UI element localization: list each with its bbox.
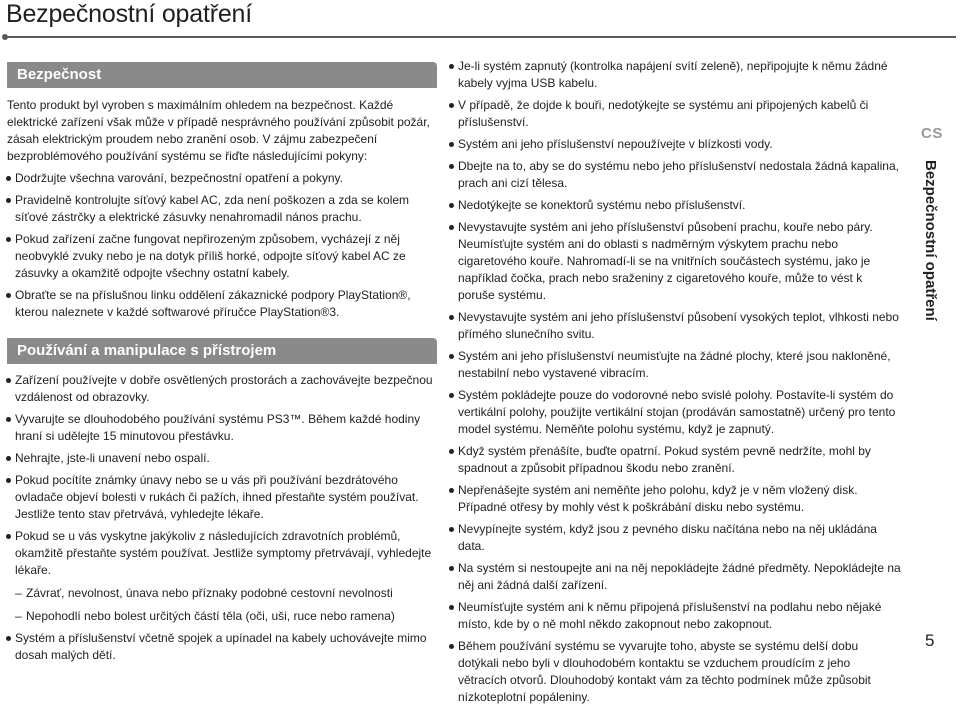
list-item: Nevystavujte systém ani jeho příslušenství působení prachu, kouře nebo páry. Neumísťujte systém ani do oblasti s nadměrným výskytem prachu nebo cigaretového kouře. Nahromadí-li se na vnitřních součástech systému, jako je například čočka, prach nebo sraženiny z cigaretového kouře, může to vést k poruše systému. (450, 219, 902, 304)
list-item: Nehrajte, jste-li unavení nebo ospalí. (7, 450, 437, 467)
dash-item: – Nepohodlí nebo bolest určitých částí těla (oči, uši, ruce nebo ramena) (7, 608, 437, 625)
list-item: Systém ani jeho příslušenství neumisťujte na žádné plochy, které jsou nakloněné, nestabilní nebo vystavené vibracím. (450, 348, 902, 382)
list-item: Pokud zařízení začne fungovat nepřirozeným způsobem, vycházejí z něj neobvyklé zvuky nebo je na dotyk příliš horké, odpojte síťový kabel AC ze zásuvky a okamžitě odpojte všechny ostatní kabely. (7, 231, 437, 282)
list-item: Systém ani jeho příslušenství nepoužívejte v blízkosti vody. (450, 136, 902, 153)
list-item: Nedotýkejte se konektorů systému nebo příslušenství. (450, 197, 902, 214)
list-item: Neumísťujte systém ani k němu připojená příslušenství na podlahu nebo nějaké místo, kde by o ně mohl někdo zakopnout nebo zakopnout. (450, 599, 902, 633)
page-title: Bezpečnostní opatření (6, 0, 252, 28)
side-section-title-text: Bezpečnostní opatření (922, 160, 939, 321)
list-item: Když systém přenášíte, buďte opatrní. Pokud systém pevně nedržíte, mohl by spadnout a způsobit případnou škodu nebo zranění. (450, 443, 902, 477)
list-item: Obraťte se na příslušnou linku oddělení zákaznické podpory PlayStation®, kterou naleznete v každé softwarové příručce PlayStation®3. (7, 287, 437, 321)
list-item: Systém a příslušenství včetně spojek a upínadel na kabely uchovávejte mimo dosah malých dětí. (7, 630, 437, 664)
title-rule (4, 36, 956, 38)
dash-item: – Závrať, nevolnost, únava nebo příznaky podobné cestovní nevolnosti (7, 585, 437, 602)
list-item: Nevystavujte systém ani jeho příslušenství působení vysokých teplot, vlhkosti nebo přímého slunečního svitu. (450, 309, 902, 343)
symptom-list (7, 585, 437, 625)
safety-intro: Tento produkt byl vyroben s maximálním ohledem na bezpečnost. Každé elektrické zařízení však může v případě nesprávného používání způsobit požár, zásah elektrickým proudem nebo zranění osob. V zájmu zabezpečení bezproblémového používání systému se řiďte následujícími pokyny: (7, 98, 430, 163)
language-code: CS (921, 125, 943, 142)
list-item: Nevypínejte systém, když jsou z pevného disku načítána nebo na něj ukládána data. (450, 521, 902, 555)
usage-list (7, 372, 437, 579)
list-item: Pokud se u vás vyskytne jakýkoliv z následujících zdravotních problémů, okamžitě přestaňte systém používat. Jestliže symptomy přetrvávají, vyhledejte lékaře. (7, 528, 437, 579)
list-item: Zařízení používejte v dobře osvětlených prostorách a zachovávejte bezpečnou vzdálenost od obrazovky. (7, 372, 437, 406)
section-header-usage: Používání a manipulace s přístrojem (7, 338, 437, 364)
section-header-safety: Bezpečnost (7, 62, 437, 88)
list-item: Pokud pocítíte známky únavy nebo se u vás při používání bezdrátového ovladače objeví bolesti v rukách či pažích, ihned přestaňte systém používat. Jestliže tento stav přetrvává, vyhledejte lékaře. (7, 472, 437, 523)
list-item: Nepřenášejte systém ani neměňte jeho polohu, když je v něm vložený disk. Případné otřesy by mohly vést k poškrábání disku nebo systému. (450, 482, 902, 516)
list-item: Je-li systém zapnutý (kontrolka napájení svítí zeleně), nepřipojujte k němu žádné kabely vyjma USB kabelu. (450, 58, 902, 92)
usage-list-end (7, 630, 437, 664)
list-item: Dodržujte všechna varování, bezpečnostní opatření a pokyny. (7, 170, 437, 187)
list-item: Pravidelně kontrolujte síťový kabel AC, zda není poškozen a zda se kolem síťové zástrčky a elektrické zásuvky nenahromadil nános prachu. (7, 192, 437, 226)
list-item: Vyvarujte se dlouhodobého používání systému PS3™. Během každé hodiny hraní si udělejte 15 minutovou přestávku. (7, 411, 437, 445)
right-column (450, 58, 902, 706)
list-item: V případě, že dojde k bouři, nedotýkejte se systému ani připojených kabelů či příslušenství. (450, 97, 902, 131)
list-item: Dbejte na to, aby se do systému nebo jeho příslušenství nedostala žádná kapalina, prach ani cizí tělesa. (450, 158, 902, 192)
list-item: Během používání systému se vyvarujte toho, abyste se systému delší dobu dotýkali nebo byli v dlouhodobém kontaktu se vzduchem proudícím z jeho větracích otvorů. Dlouhodobý kontakt vám za těchto podmínek může způsobit nízkoteplotní popáleniny. (450, 638, 902, 706)
right-list (450, 58, 902, 706)
side-section-title (921, 160, 939, 330)
list-item: Systém pokládejte pouze do vodorovné nebo svislé polohy. Postavíte-li systém do vertikální polohy, použijte vertikální stojan (prodáván samostatně) určený pro tento model systému. Neměňte polohu systému, když je zapnutý. (450, 387, 902, 438)
safety-list (7, 170, 437, 321)
left-column (7, 62, 437, 664)
page-number: 5 (925, 631, 935, 650)
list-item: Na systém si nestoupejte ani na něj nepokládejte žádné předměty. Nepokládejte na něj ani žádná další zařízení. (450, 560, 902, 594)
